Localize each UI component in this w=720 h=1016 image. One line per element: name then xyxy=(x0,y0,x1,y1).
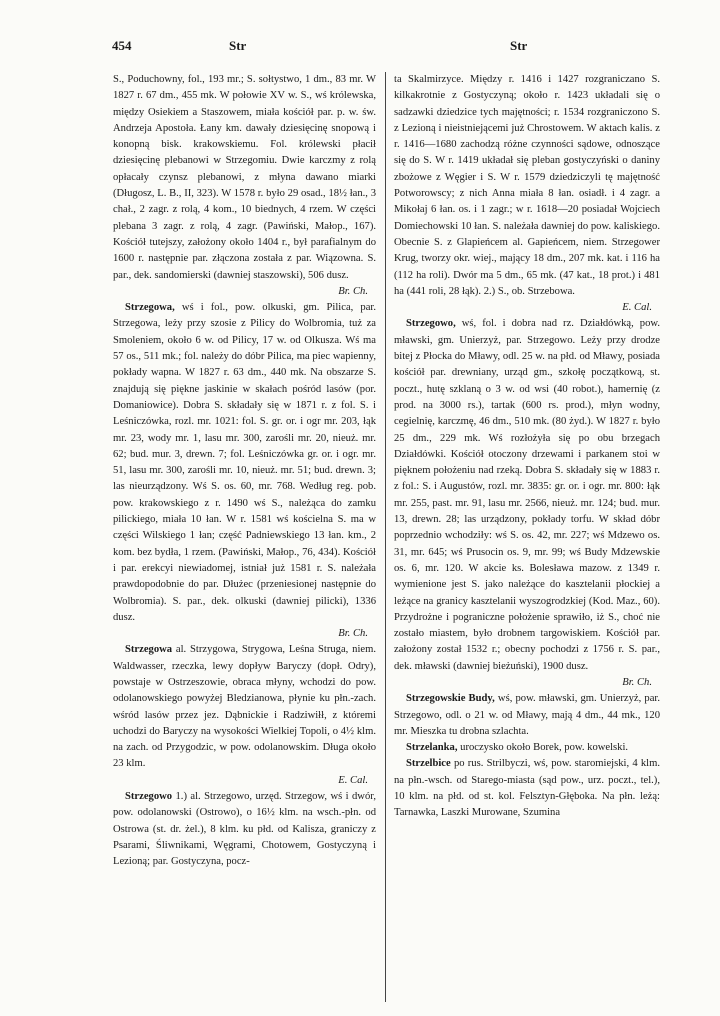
entry-headword: Strzegowo, xyxy=(406,318,456,330)
entry-text: ta Skalmirzyce. Między r. 1416 i 1427 rozgraniczano S. kilkakrotnie z Gostyczyną; około r. 1423 układali się o sadzawki dziedzice tych majętności; r. 1534 rozgraniczono S. z Lezioną i nieistniejącemi już Chrostowem. W aktach kalis. z r. 1416—1680 zachodzą różne czynności sądowe, odnoszące się do S. W r. 1419 układał się pleban gostyczyński o daniny zbożowe z Węgier i S. W r. 1579 dziedziczyli tę majętność Potworowscy; z nich Anna miała 8 łan. osiadł. i 4 zagr. a Mikołaj 6 łan. os. i 1 zagr.; w r. 1618—20 posiadał Wojciech Domiechowski 10 łan. S. należała dawniej do pow. kaliskiego. Obecnie S. z Glapieńcem al. Gapieńcem, niem. Strzegower Krug, tworzy okr. wiej., mający 18 dm., 207 mk. kat. i 116 ha (112 ha roli). Dwór ma 5 dm., 65 mk. (47 kat., 18 prot.) i 481 ha (441 roli, 28 łąk). 2.) S., ob. Strzebowa. xyxy=(394,74,660,297)
right-column xyxy=(394,72,660,822)
entry-strzegowo-1 xyxy=(113,789,376,870)
entry-text: wś, pow. mławski, gm. Unierzyż, par. Strzegowo, odl. o 21 w. od Mławy, mają 4 dm., 44 mk., 120 mr. Mieszka tu drobna szlachta. xyxy=(394,693,660,737)
entry-text: al. Strzygowa, Strygowa, Leśna Struga, niem. Waldwasser, rzeczka, lewy dopływ Baryczy (dopł. Odry), powstaje w Ostrzeszowie, obraca młyny, wchodzi do pow. odolanowskiego powyżej Bledzianowa, płynie ku płn.-zach. wśród lasów przez jez. Dąbnickie i Radziwiłł, z któremi uchodzi do Baryczy na wysokości Wielkiej Topoli, o 4½ klm. na zach. od Przygodzic, w pow. odolanowskim. Długa około 23 klm. xyxy=(113,644,376,770)
entry-headword: Strzelbice xyxy=(406,758,451,770)
entry-signature: Br. Ch. xyxy=(338,628,368,640)
entry-continuation xyxy=(394,72,660,316)
entry-text: uroczysko około Borek, pow. kowelski. xyxy=(460,742,629,754)
entry-signature: Br. Ch. xyxy=(622,676,652,688)
page-header xyxy=(112,38,680,56)
entry-headword: Strzegowa, xyxy=(125,302,175,314)
entry-headword: Strzegowa xyxy=(125,644,173,656)
entry-strzegowo-mlawski xyxy=(394,316,660,691)
running-head-right: Str xyxy=(510,38,528,53)
entry-signature: Br. Ch. xyxy=(338,285,368,297)
entry-text: po rus. Strilbyczi, wś, pow. staromiejski, 4 klm. na płn.-wsch. od Starego-miasta (sąd pow., urz. poczt., tel.), 10 klm. na płd. od st. kol. Felsztyn-Głęboka. Na płn. leżą: Tarnawka, Laszki Murowane, Szumina xyxy=(394,758,660,819)
entry-strzegowa-river xyxy=(113,642,376,789)
column-divider xyxy=(385,72,386,1002)
left-column xyxy=(113,72,376,871)
entry-signature: E. Cal. xyxy=(338,774,368,786)
entry-headword: Strzegowo xyxy=(125,791,173,803)
running-head-left: Str xyxy=(229,38,247,53)
entry-headword: Strzelanka, xyxy=(406,742,458,754)
entry-text: S., Poduchowny, fol., 193 mr.; S. sołtystwo, 1 dm., 83 mr. W 1827 r. 67 dm., 455 mk. W połowie XV w. S., wś królewska, między Osiekiem a Staszowem, miała kościół par. p. w. św. Andrzeja Apostoła. Łany km. dawały dziesięcinę snopową i konopną bisk. krakowskiemu. Fol. królewski płacił dziesięcinę plebanowi w Strzegomiu. Dwie karczmy z rolą opłacały czynsz plebanowi, z młyna dawano miarki (Długosz, L. B., II, 323). W 1578 r. było 29 osad., 18½ łan., 3 chał., 2 zagr. z rolą, 4 kom., 10 biednych, 4 rzem. W części plebana 3 zagr. z rolą, 4 zagr. (Pawiński, Małop., 167). Kościół tutejszy, założony około 1404 r., był parafialnym do 1600 r. następnie par. złączona została z par. Wiązowna. S. par., dek. sandomierski (dawniej staszowski), 506 dusz. xyxy=(113,74,376,281)
entry-strzelbice xyxy=(394,756,660,821)
entry-headword: Strzegowskie Budy, xyxy=(406,693,495,705)
entry-continuation xyxy=(113,72,376,300)
entry-strzegowa xyxy=(113,300,376,642)
page-number: 454 xyxy=(112,38,132,53)
entry-signature: E. Cal. xyxy=(622,302,652,314)
entry-text: wś i fol., pow. olkuski, gm. Pilica, par. Strzegowa, leży przy szosie z Pilicy do Wolbromia, tuż za Smoleniem, około 6 w. od Pilicy, 17 w. od Olkusza. Wś ma 57 os., 511 mk.; fol. należy do dóbr Pilica, ma piec wapienny, pokłady wapna. W 1827 r. 63 dm., 440 mk. Na obszarze S. znajdują się piękne jaskinie w skałach pośród lasów (por. Domaniowice). Dobra S. składały się w 1871 r. z fol. S. i Leśniczówka, rozl. mr. 1021: fol. S. gr. or. i ogr mr. 203, łąk mr. 23, wody mr. 1, lasu mr. 300, zarośli mr. 20, nieuż. mr. 62; bud. mur. 3, drewn. 7; fol. Leśniczówka gr. or. i ogr. mr. 51, lasu mr. 300, zarośli mr. 10, nieuż. mr. 51; bud. drewn. 3; las nieurządzony. Wś S. os. 60, mr. 768. Według reg. pob. pow. krakowskiego z r. 1490 wś S., należąca do zamku pilickiego, miała 10 łan. W r. 1581 wś kościelna S. ma w części Wilskiego 1 łan; część Padniewskiego 13 łan. km., 2 kom. bez bydła, 1 rzem. (Pawiński, Małop., 76, 434). Kościół i par. erekcyi niewiadomej, istniał już 1581 r. S. należała prawdopodobnie do par. Dłużec (przeniesionej następnie do Wolbromia). S. par., dek. olkuski (dawniej pilicki), 1336 dusz. xyxy=(113,302,377,623)
entry-text: 1.) al. Strzegowo, urzęd. Strzegow, wś i dwór, pow. odolanowski (Ostrowo), o 16½ klm. na wsch.-płn. od Ostrowa (st. dr. żel.), 8 klm. ku płd. od Kalisza, graniczy z Psarami, Śliwnikami, Węgrami, Chotowem, Gostyczyną i Lezioną; par. Gostyczyna, pocz- xyxy=(113,791,376,868)
entry-strzelanka xyxy=(394,740,660,756)
entry-text: wś, fol. i dobra nad rz. Działdówką, pow. mławski, gm. Unierzyż, par. Strzegowo. Leży przy drodze bitej z Płocka do Mławy, odl. 25 w. na płd. od Mławy, posiada kościół par. drewniany, urząd gm., szkołę początkową, st. poczt., hutę szklaną o 3 w. od wsi (40 robot.), hamernię (z prod. na 3000 rs.), tartak (600 rs. prod.), młyn wodny, cegielnię, karczmę, 46 dm., 510 mk. (80 żyd.). W 1827 r. było 25 dm., 229 mk. Wś rozłożyła się po obu brzegach Działdówki. Kościół otoczony drzewami i parkanem stoi w pięknem położeniu nad rzeką. Dobra S. składały się w 1883 r. z fol.: S. i Augustów, rozl. mr. 3835: gr. or. i ogr. mr. 800: łąk mr. 255, past. mr. 91, lasu mr. 2566, nieuż. mr. 124; bud. mur. 13, drewn. 28; las urządzony, pokłady torfu. W skład dóbr poprzednio wchodziły: wś S. os. 42, mr. 227; wś Mdzewo os. 31, mr. 645; wś Prusocin os. 9, mr. 99; wś Budy Mdzewskie os. 6, mr. 120. W akcie ks. Bolesława mazow. z 1349 r. wymienione jest S. jako należące do kasztelanii płockiej a leżące na granicy kasztelanii wyszogrodzkiej (Kod. Maz., 60). Przydrożne i pograniczne położenie sprawiło, iż S., choć nie zostało miastem, było drobnem targowiskiem. Kościół par. założony został 1532 r.; obecny pochodzi z 1756 r. S. par., dek. mławski (dawniej bieżuński), 1900 dusz. xyxy=(394,318,660,672)
entry-strzegowskie-budy xyxy=(394,691,660,740)
